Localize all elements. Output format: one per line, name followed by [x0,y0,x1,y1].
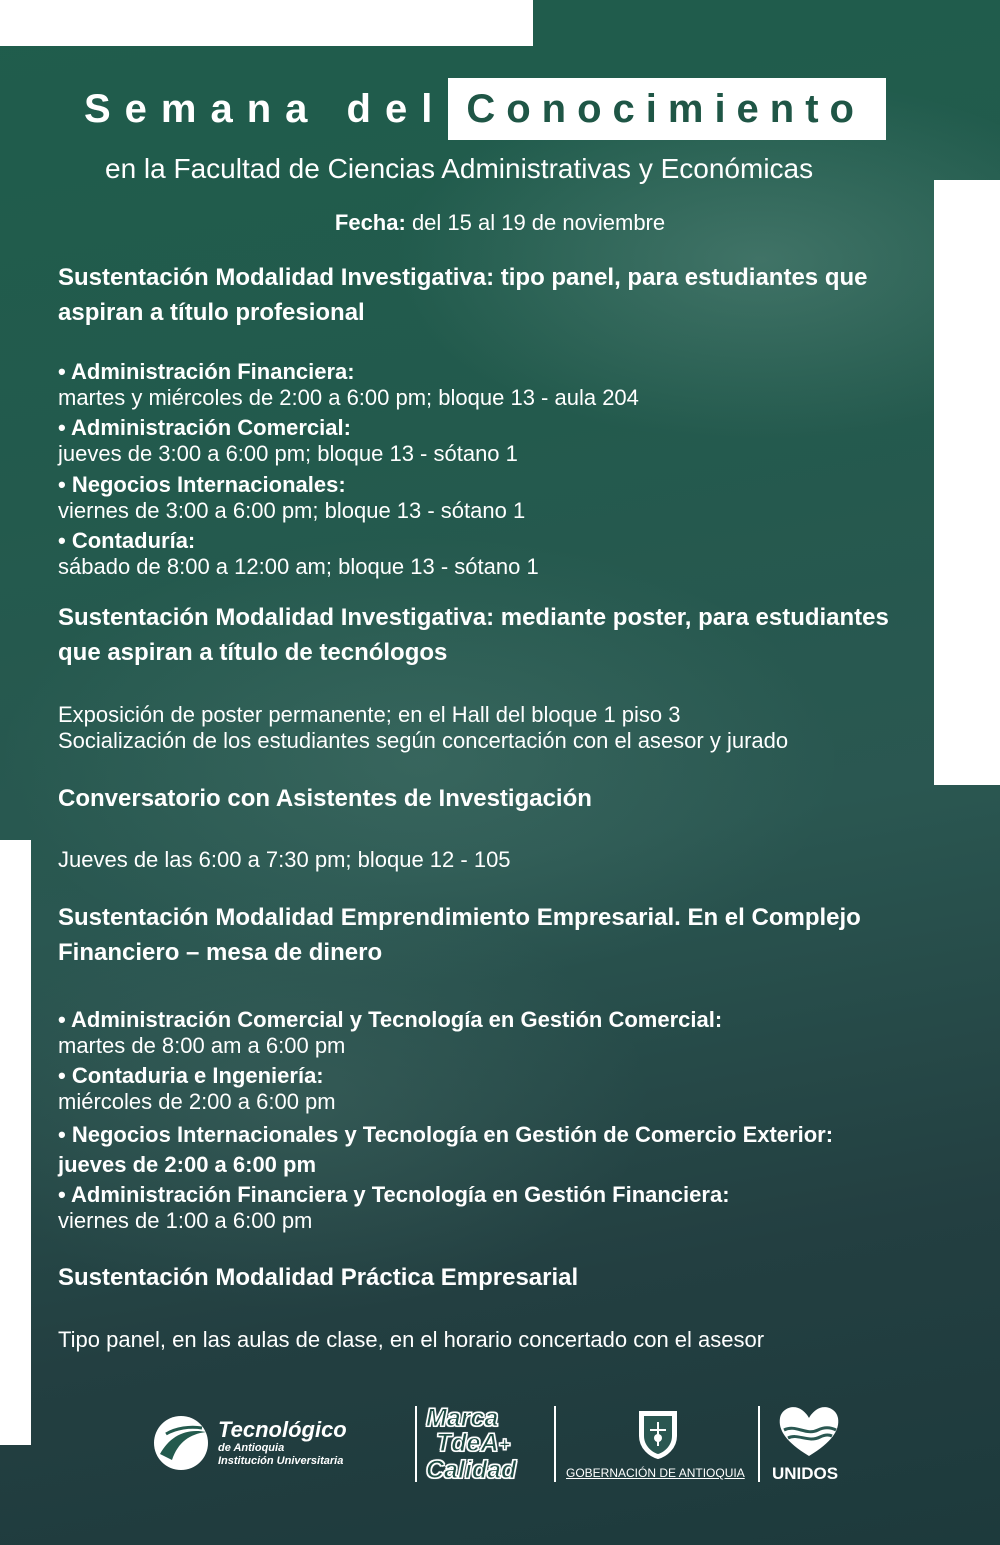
marca-line-2-text: TdeA [436,1429,499,1457]
item-value: viernes de 1:00 a 6:00 pm [58,1208,313,1233]
tda-name: Tecnológico [218,1417,347,1442]
marca-plus: + [498,1434,511,1456]
logo-tecnologico-de-antioquia [150,1400,412,1486]
logo-gobernacion-antioquia [564,1400,752,1486]
marca-line-1: Marca [426,1404,499,1432]
tda-sub2: Institución Universitaria [218,1455,344,1467]
list-item [58,1063,938,1115]
item-label: • Administración Financiera: [58,359,355,384]
title-part-1: Semana del [84,87,447,131]
date-value: del 15 al 19 de noviembre [411,210,666,235]
logo-divider [758,1406,760,1482]
section-title-4: Sustentación Modalidad Emprendimiento Empresarial. En el Complejo Financiero – mesa de dinero [58,904,861,966]
item-value: sábado de 8:00 a 12:00 am; bloque 13 - sótano 1 [58,554,539,579]
unidos-text: UNIDOS [772,1464,839,1483]
item-value: viernes de 3:00 a 6:00 pm; bloque 13 - sótano 1 [58,498,526,523]
decor-white-block-right [934,180,1000,785]
list-item [58,1182,938,1234]
footer-logos [150,1400,870,1490]
item-label: • Contaduria e Ingeniería: [58,1063,324,1088]
list-item [58,1120,938,1180]
list-item [58,359,938,411]
item-label: • Negocios Internacionales y Tecnología en Gestión de Comercio Exterior: [58,1122,834,1147]
page-title [84,78,886,140]
item-value: martes y miércoles de 2:00 a 6:00 pm; bloque 13 - aula 204 [58,385,639,410]
item-label: • Administración Financiera y Tecnología en Gestión Financiera: [58,1182,730,1207]
item-value: miércoles de 2:00 a 6:00 pm [58,1089,336,1114]
gobernacion-text: GOBERNACIÓN DE ANTIOQUIA [566,1466,745,1480]
section-title-1: Sustentación Modalidad Investigativa: tipo panel, para estudiantes que aspiran a título profesional [58,264,868,326]
tda-sub1: de Antioquia [218,1442,285,1454]
section-title-3: Conversatorio con Asistentes de Investigación [58,785,592,812]
item-value: jueves de 3:00 a 6:00 pm; bloque 13 - sótano 1 [58,441,518,466]
marca-line-2 [426,1431,516,1458]
paragraph-line: Socialización de los estudiantes según concertación con el asesor y jurado [58,728,789,753]
decor-white-block-top [0,0,533,46]
item-label: • Negocios Internacionales: [58,472,346,497]
paragraph-line: Exposición de poster permanente; en el Hall del bloque 1 piso 3 [58,702,681,727]
logo-marca-tdea-calidad [426,1400,556,1486]
paragraph-line: Jueves de las 6:00 a 7:30 pm; bloque 12 - 105 [58,847,511,872]
date-label: Fecha: [334,210,406,235]
heart-wave-icon [776,1404,842,1458]
logo-divider [415,1406,417,1482]
item-value: martes de 8:00 am a 6:00 pm [58,1033,346,1058]
logo-divider [554,1406,556,1482]
coat-of-arms-icon [636,1408,680,1460]
section-title-2: Sustentación Modalidad Investigativa: mediante poster, para estudiantes que aspiran a título de tecnólogos [58,604,889,666]
logo-unidos [770,1400,870,1486]
section-title-5: Sustentación Modalidad Práctica Empresarial [58,1264,579,1291]
list-item [58,528,938,580]
marca-line-3: Calidad [426,1456,517,1484]
list-item [58,472,938,524]
event-date [0,207,1000,239]
title-part-2-box: Conocimiento [448,78,886,140]
subtitle: en la Facultad de Ciencias Administrativas y Económicas [105,153,814,184]
item-label: • Contaduría: [58,528,196,553]
item-value: jueves de 2:00 a 6:00 pm [58,1152,317,1177]
decor-white-block-left [0,840,31,1445]
tda-swoosh-icon [152,1414,210,1472]
paragraph-line: Tipo panel, en las aulas de clase, en el horario concertado con el asesor [58,1327,765,1352]
list-item [58,415,938,467]
item-label: • Administración Comercial y Tecnología en Gestión Comercial: [58,1007,723,1032]
item-label: • Administración Comercial: [58,415,351,440]
list-item [58,1007,938,1059]
